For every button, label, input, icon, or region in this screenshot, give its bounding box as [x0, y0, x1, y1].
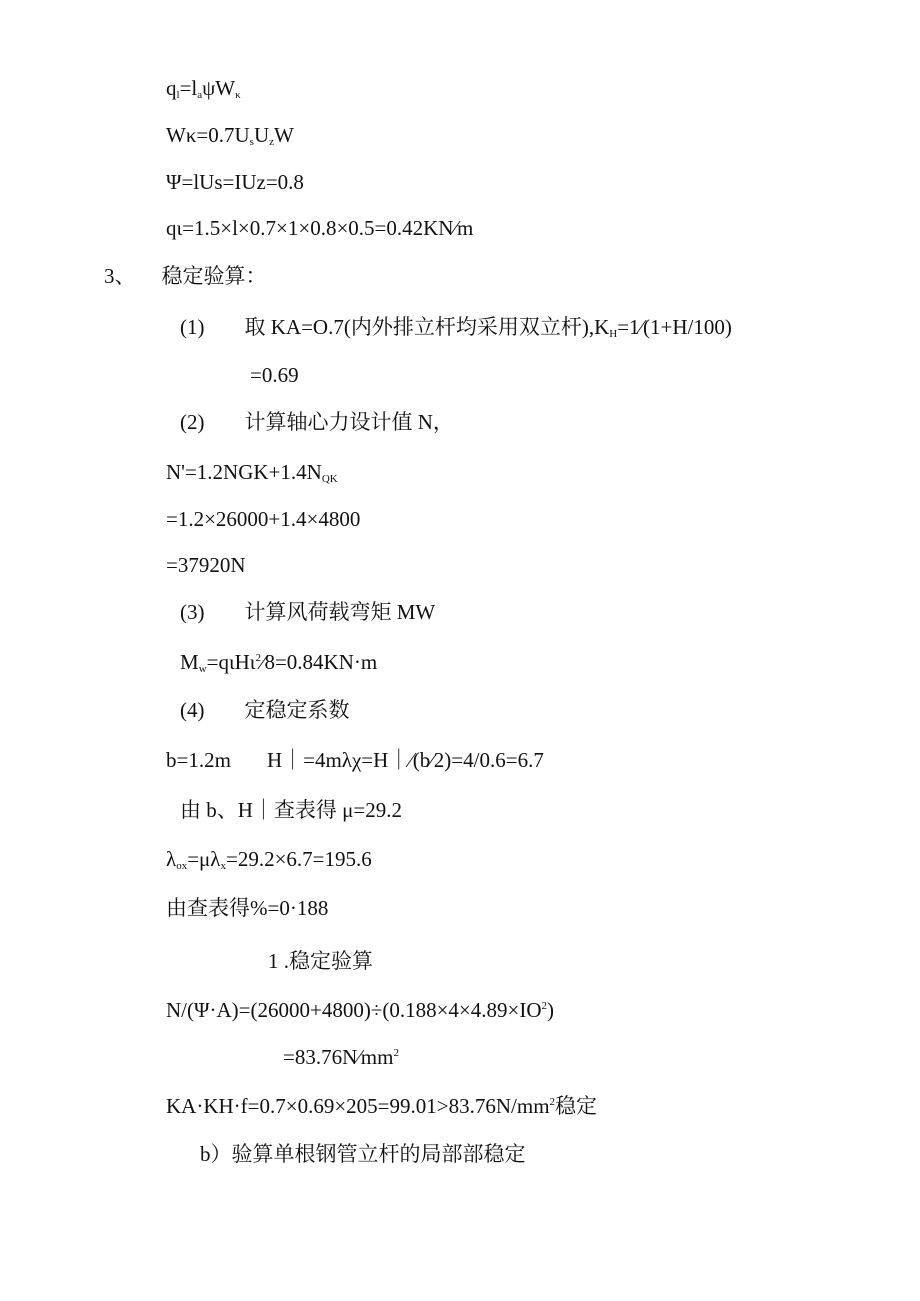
formula-n-over-psi-a: $N/(\Psi\cdot A)=(26000+4800)\div(0.188\times 4\times 4.89\times IO^2)$ — [166, 998, 555, 1022]
formula-mw: $M_w=q\iota H\iota^2⁄8=0.84KN\cdot m$ — [180, 650, 378, 675]
subsection-stability-check: 1 .稳定验算 — [268, 949, 373, 973]
formula-ql: $q_l=l_a\psi W_\kappa$ — [166, 76, 241, 101]
lookup-phi: 由查表得%=0·188 — [166, 896, 329, 920]
formula-allowable-check: $KA\cdot KH\cdot f=0.7\times 0.69\times 205=99.01>83.76N/mm^2$稳定 — [166, 1094, 598, 1118]
formula-ql-value: qι=1.5×l×0.7×1×0.8×0.5=0.42KN⁄m — [166, 216, 474, 240]
formula-psi: Ψ=lUs=IUz=0.8 — [166, 170, 304, 194]
step-4-heading: (4) 定稳定系数 — [180, 698, 350, 722]
formula-n-prime: $N'=1.2NGK+1.4N_{QK}$ — [166, 460, 338, 485]
step-1-ka-kh: (1) 取 KA=O.7(内外排立杆均采用双立杆)$,K_H=1⁄(1+H/100)$ — [180, 315, 732, 340]
lookup-mu: 由 b、H｜查表得 μ=29.2 — [180, 798, 403, 822]
formula-lambda: b=1.2m H｜=4mλχ=H｜⁄(b⁄2)=4/0.6=6.7 — [166, 748, 544, 772]
step-2-heading: (2) 计算轴心力设计值 N， — [180, 410, 454, 434]
subsection-local-stability: b）验算单根钢管立杆的局部部稳定 — [200, 1142, 526, 1166]
step-1-result: =0.69 — [250, 363, 299, 387]
formula-stress-result: $=83.76N⁄mm^2$ — [283, 1045, 399, 1069]
formula-n-result: =37920N — [166, 553, 246, 577]
formula-wk: $W\kappa=0.7U_sU_zW$ — [166, 123, 294, 148]
section-heading-stability: 3、 稳定验算： — [104, 264, 267, 288]
step-3-heading: (3) 计算风荷载弯矩 MW — [180, 600, 436, 624]
formula-lambda-ox: $\lambda_{ox}=\mu\lambda_x=29.2\times 6.7=195.6$ — [166, 847, 372, 872]
formula-n-expansion: =1.2×26000+1.4×4800 — [166, 507, 361, 531]
